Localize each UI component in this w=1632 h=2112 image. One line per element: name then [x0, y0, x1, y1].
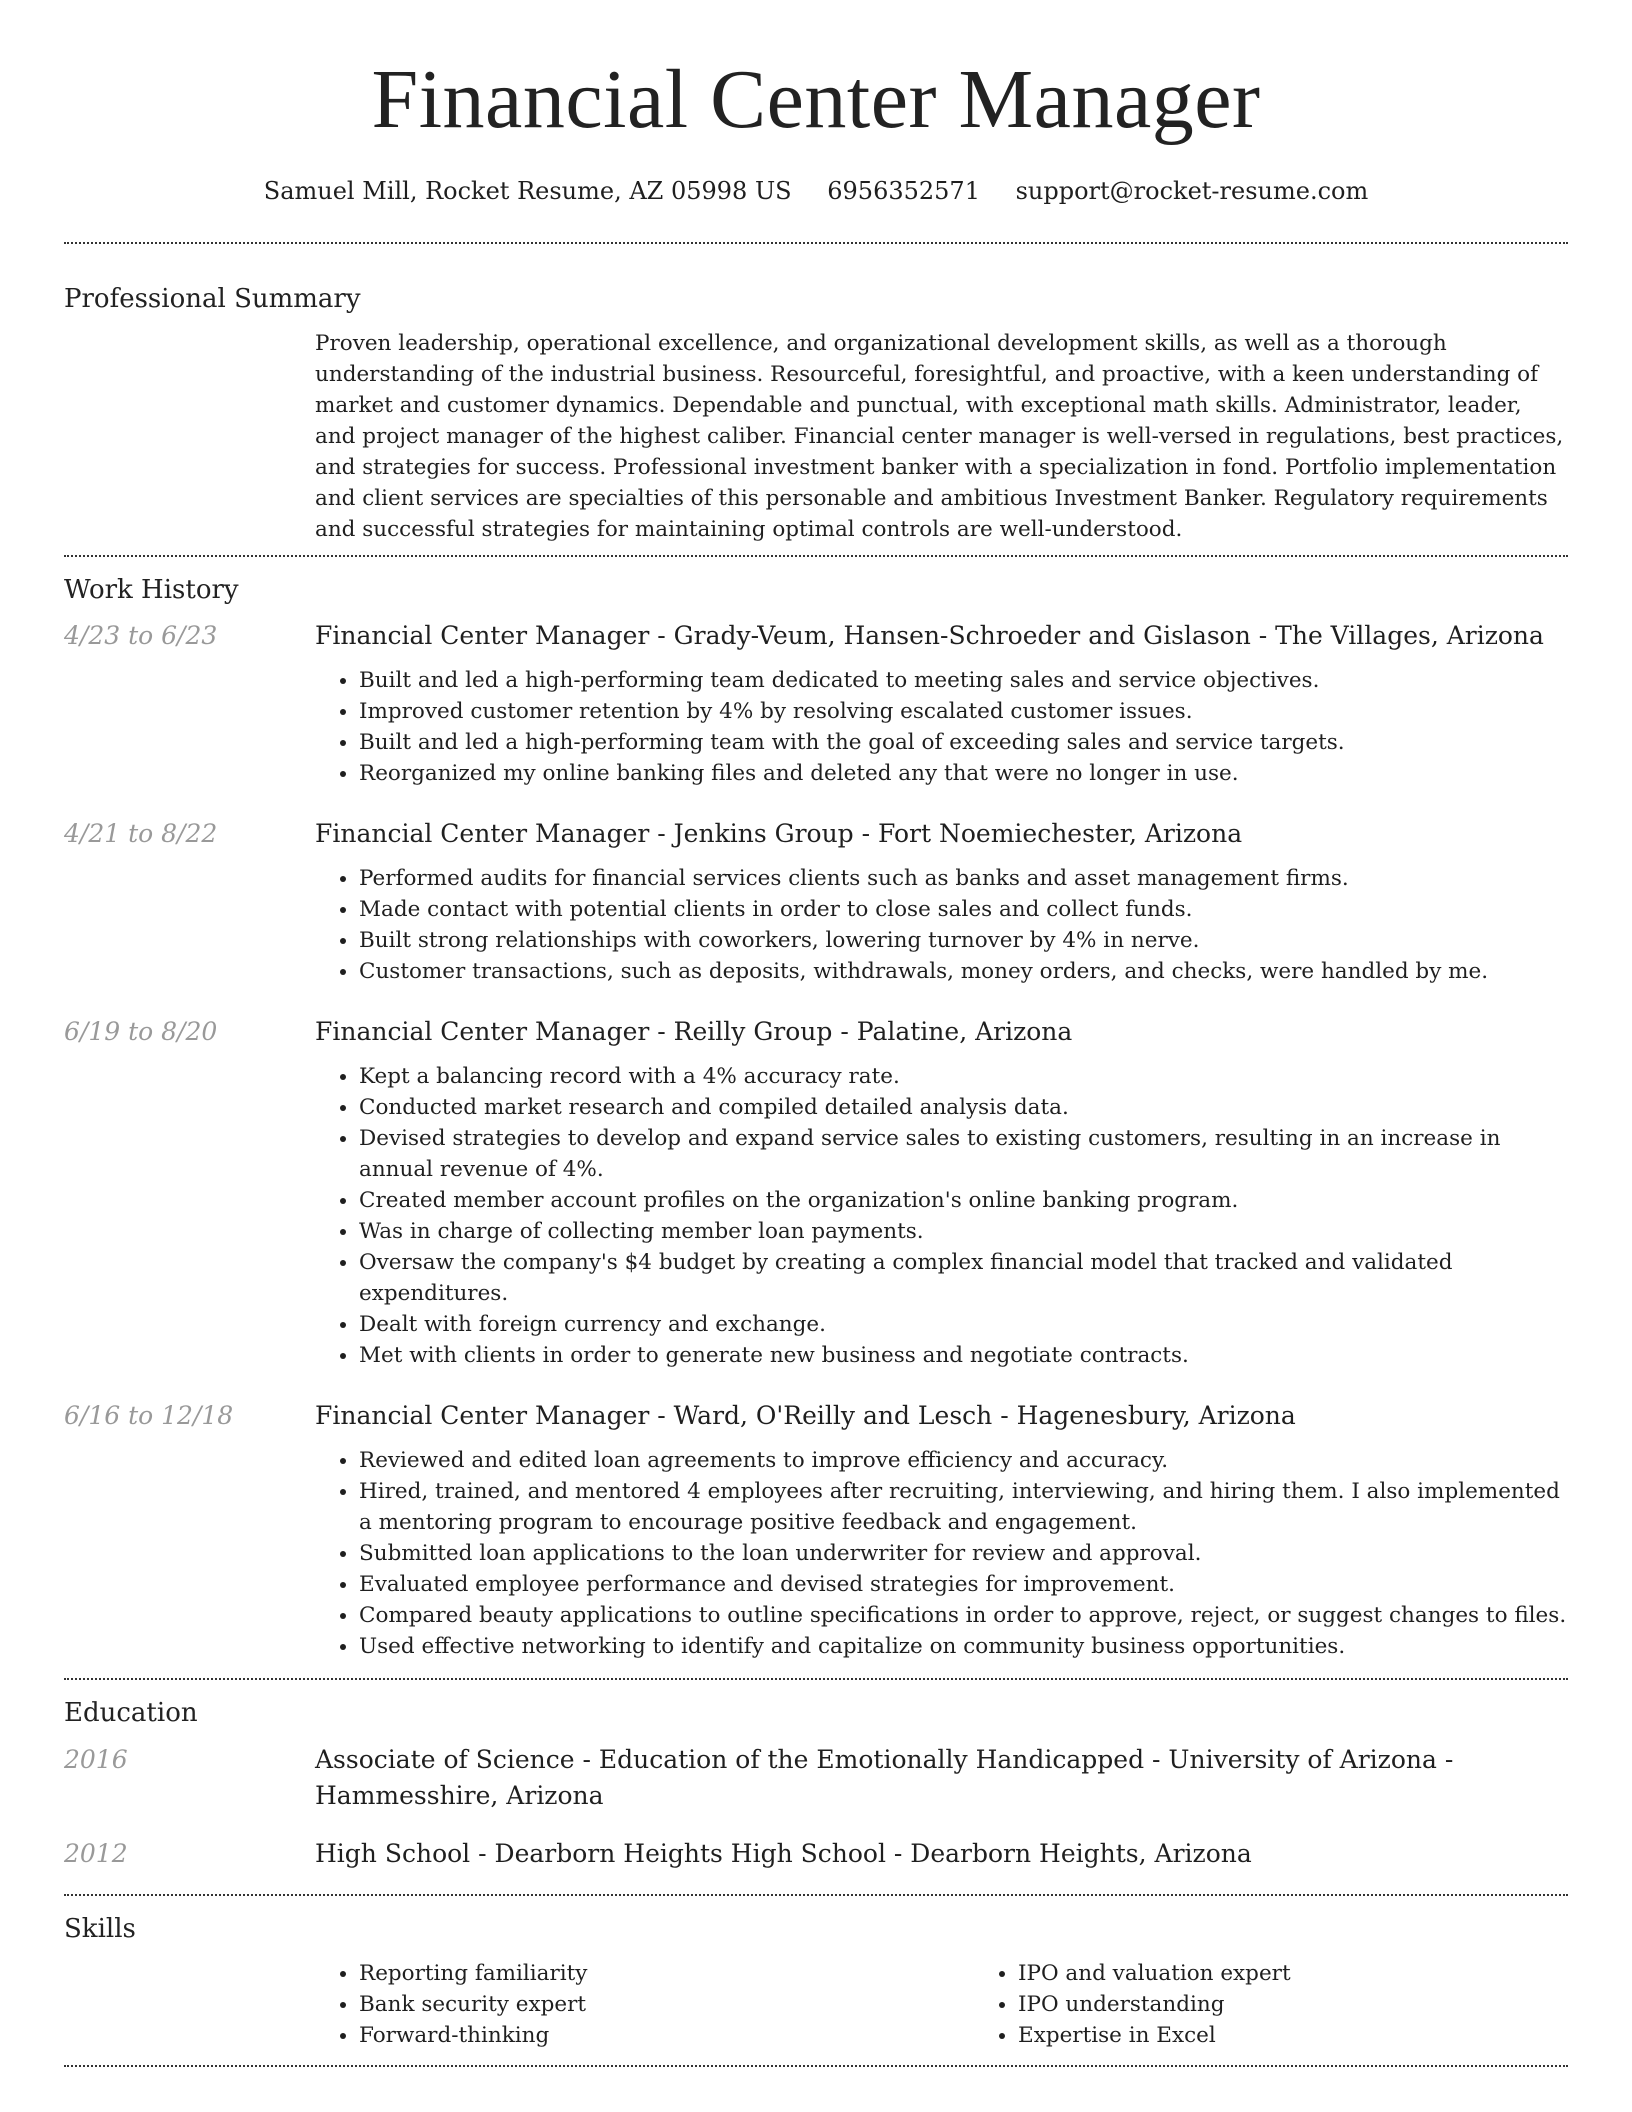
list-item: • Built strong relationships with coworkers, lowering turnover by 4% in nerve.: [359, 925, 1568, 956]
phone: 6956352571: [827, 177, 980, 205]
education-institution: - Dearborn Heights High School - Dearborn Heights, Arizona: [470, 1839, 1252, 1868]
job-heading: Financial Center Manager - Grady-Veum, Hansen-Schroeder and Gislason - The Villages, Arizona: [315, 621, 1544, 650]
education-date: 2016: [64, 1745, 128, 1774]
job-heading: Financial Center Manager - Ward, O'Reilly and Lesch - Hagenesbury, Arizona: [315, 1401, 1296, 1430]
list-item: • Made contact with potential clients in order to close sales and collect funds.: [359, 894, 1568, 925]
job-bullets: [315, 1445, 1568, 1662]
section-title-work: Work History: [64, 575, 239, 605]
job-heading: Financial Center Manager - Reilly Group - Palatine, Arizona: [315, 1017, 1073, 1046]
education-date: 2012: [64, 1839, 128, 1868]
job-date: 6/19 to 8/20: [64, 1017, 218, 1046]
skill-item: • Reporting familiarity: [359, 1958, 974, 1989]
education-degree: High School: [315, 1839, 471, 1868]
list-item: • Built and led a high-performing team with the goal of exceeding sales and service targets.: [359, 727, 1568, 758]
divider: [64, 2065, 1568, 2067]
list-item: • Improved customer retention by 4% by resolving escalated customer issues.: [359, 696, 1568, 727]
resume-title: Financial Center Manager: [371, 53, 1261, 146]
list-item: • Evaluated employee performance and devised strategies for improvement.: [359, 1569, 1568, 1600]
contact-line: [64, 174, 1568, 208]
list-item: • Dealt with foreign currency and exchange.: [359, 1309, 1568, 1340]
job-entry: [64, 817, 1568, 987]
list-item: • Built and led a high-performing team dedicated to meeting sales and service objectives.: [359, 665, 1568, 696]
skill-item: • IPO understanding: [1018, 1989, 1632, 2020]
job-entry: [64, 619, 1568, 789]
skill-item: • Forward-thinking: [359, 2020, 974, 2051]
list-item: • Compared beauty applications to outline specifications in order to approve, reject, or suggest changes to files.: [359, 1600, 1568, 1631]
job-bullets: [315, 863, 1568, 987]
skills-row: [64, 1958, 1568, 2051]
address: Samuel Mill, Rocket Resume, AZ 05998 US: [263, 177, 792, 205]
skill-item: • IPO and valuation expert: [1018, 1958, 1632, 1989]
skill-item: • Expertise in Excel: [1018, 2020, 1632, 2051]
summary-row: [64, 328, 1568, 555]
list-item: • Oversaw the company's $4 budget by creating a complex financial model that tracked and validated expenditures.: [359, 1247, 1568, 1309]
education-institution: - University of Arizona - Hammesshire, Arizona: [315, 1745, 1454, 1810]
job-entry: [64, 1015, 1568, 1371]
section-title-skills: Skills: [64, 1914, 136, 1944]
list-item: • Reorganized my online banking files and deleted any that were no longer in use.: [359, 758, 1568, 789]
list-item: • Created member account profiles on the organization's online banking program.: [359, 1185, 1568, 1216]
skills-list: [315, 1958, 974, 2051]
job-date: 4/21 to 8/22: [64, 819, 218, 848]
education-degree: Associate of Science - Education of the Emotionally Handicapped: [315, 1745, 1145, 1774]
job-date: 4/23 to 6/23: [64, 621, 218, 650]
list-item: • Customer transactions, such as deposits, withdrawals, money orders, and checks, were handled by me.: [359, 956, 1568, 987]
list-item: • Submitted loan applications to the loan underwriter for review and approval.: [359, 1538, 1568, 1569]
job-date: 6/16 to 12/18: [64, 1401, 234, 1430]
list-item: • Performed audits for financial services clients such as banks and asset management firms.: [359, 863, 1568, 894]
list-item: • Used effective networking to identify and capitalize on community business opportunities.: [359, 1631, 1568, 1662]
job-bullets: [315, 665, 1568, 789]
list-item: • Conducted market research and compiled detailed analysis data.: [359, 1092, 1568, 1123]
job-bullets: [315, 1061, 1568, 1371]
skill-item: • Bank security expert: [359, 1989, 974, 2020]
email: support@rocket-resume.com: [1015, 177, 1369, 205]
job-heading: Financial Center Manager - Jenkins Group - Fort Noemiechester, Arizona: [315, 819, 1243, 848]
list-item: • Kept a balancing record with a 4% accuracy rate.: [359, 1061, 1568, 1092]
skills-list: [974, 1958, 1632, 2051]
section-title-education: Education: [64, 1698, 198, 1728]
summary-text: Proven leadership, operational excellence, and organizational development skills, as well as a thorough understanding of the industrial business. Resourceful, foresightful, and proactive, with a keen understanding of market and customer dynamics. Dependable and punctual, with exceptional math skills. Administrator, leader, and project manager of the highest caliber. Financial center manager is well-versed in regulations, best practices, and strategies for success. Professional investment banker with a specialization in fond. Portfolio implementation and client services are specialties of this personable and ambitious Investment Banker. Regulatory requirements and successful strategies for maintaining optimal controls are well-understood.: [315, 331, 1564, 542]
job-entry: [64, 1399, 1568, 1662]
education-entry: [64, 1742, 1568, 1814]
list-item: • Met with clients in order to generate new business and negotiate contracts.: [359, 1340, 1568, 1371]
list-item: • Was in charge of collecting member loan payments.: [359, 1216, 1568, 1247]
list-item: • Devised strategies to develop and expand service sales to existing customers, resulting in an increase in annual revenue of 4%.: [359, 1123, 1568, 1185]
list-item: • Hired, trained, and mentored 4 employees after recruiting, interviewing, and hiring them. I also implemented a mentoring program to encourage positive feedback and engagement.: [359, 1476, 1568, 1538]
list-item: • Reviewed and edited loan agreements to improve efficiency and accuracy.: [359, 1445, 1568, 1476]
section-title-summary: Professional Summary: [64, 284, 361, 314]
education-entry: [64, 1836, 1568, 1872]
